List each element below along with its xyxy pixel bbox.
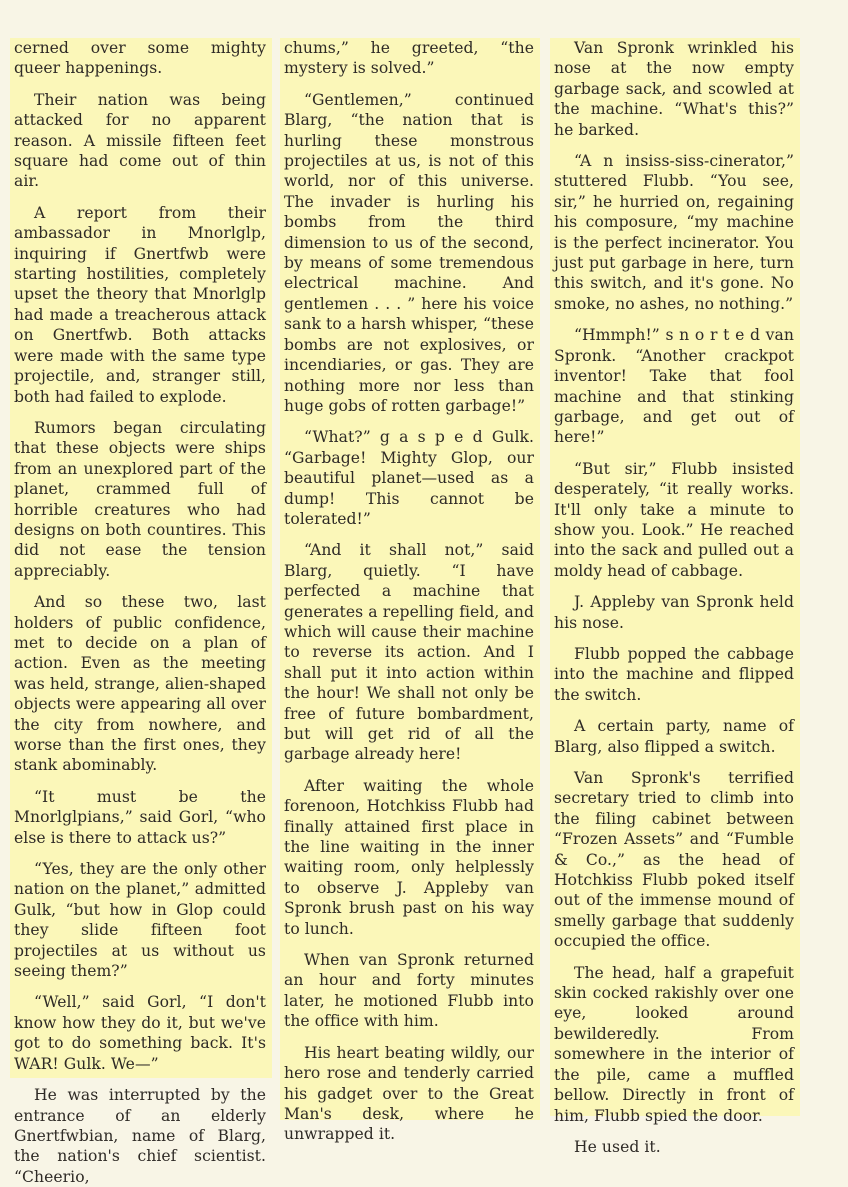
paragraph: He was interrupted by the entrance of an elderly Gnertfwbian, name of Blarg, the nation's chief scientist. “Cheerio, [14, 1086, 266, 1186]
paragraph: Van Spronk's terrified secretary tried to climb into the filing cabinet between “Frozen Assets” and “Fumble & Co.,” as the head of Hotchkiss Flubb poked itself out of the immense mound of smelly garbage that suddenly occupied the office. [554, 769, 794, 951]
paragraph: The head, half a grapefuit skin cocked rakishly over one eye, looked around bewilderedly. From somewhere in the interior of the pile, came a muffled bellow. Directly in front of him, Flubb spied the door. [554, 963, 794, 1125]
paragraph: And so these two, last holders of public confidence, met to decide on a plan of action. Even as the meeting was held, strange, alien-shaped objects were appearing all over the city from nowhere, and worse than the first ones, they stank abominably. [14, 593, 266, 775]
paragraph: “And it shall not,” said Blarg, quietly. “I have perfected a machine that generates a repelling field, and which will cause their machine to reverse its action. And I shall put it into action within the hour! We shall not only be free of future bombardment, but will get rid of all the garbage already here! [284, 541, 534, 764]
paragraph: “But sir,” Flubb insisted desperately, “it really works. It'll only take a minute to show you. Look.” He reached into the sack and pulled out a moldy head of cabbage. [554, 459, 794, 580]
paragraph: His heart beating wildly, our hero rose and tenderly carried his gadget over to the Great Man's desk, where he unwrapped it. [284, 1043, 534, 1144]
text-column-1 [10, 38, 272, 1186]
paragraph: “What?” g a s p e d Gulk. “Garbage! Mighty Glop, our beautiful planet—used as a dump! This cannot be tolerated!” [284, 428, 534, 528]
paragraph: “It must be the Mnorlglpians,” said Gorl, “who else is there to attack us?” [14, 787, 266, 847]
paragraph: “Gentlemen,” continued Blarg, “the nation that is hurling these monstrous projectiles at us, is not of this world, nor of this universe. The invader is hurling his bombs from the third dimension to us of the second, by means of some tremendous electrical machine. And gentlemen . . . ” here his voice sank to a harsh whisper, “these bombs are not explosives, or incendiaries, or gas. They are nothing more nor less than huge gobs of rotten garbage!” [284, 90, 534, 415]
paragraph: When van Spronk returned an hour and forty minutes later, he motioned Flubb into the office with him. [284, 951, 534, 1031]
paragraph: cerned over some mighty queer happenings. [14, 39, 266, 78]
text-column-2 [280, 38, 540, 1144]
paragraph: Rumors began circulating that these objects were ships from an unexplored part of the planet, crammed full of horrible creatures who had designs on both countires. This did not ease the tension appreciably. [14, 418, 266, 580]
paragraph: “Hmmph!” s n o r t e d van Spronk. “Another crackpot inventor! Take that fool machine and that stinking garbage, and get out of here!” [554, 326, 794, 447]
paragraph: chums,” he greeted, “the mystery is solved.” [284, 39, 534, 78]
paragraph: Flubb popped the cabbage into the machine and flipped the switch. [554, 644, 794, 704]
paragraph: He used it. [574, 1137, 661, 1156]
paragraph: A report from their ambassador in Mnorlglp, inquiring if Gnertfwb were starting hostilities, completely upset the theory that Mnorlglp had made a treacherous attack on Gnertfwb. Both attacks were made with the same type projectile, and, stranger still, both had failed to explode. [14, 203, 266, 406]
paragraph: “A n insiss-siss-cinerator,” stuttered Flubb. “You see, sir,” he hurried on, regaining his composure, “my machine is the perfect incinerator. You just put garbage in here, turn this switch, and it's gone. No smoke, no ashes, no nothing.” [554, 152, 794, 313]
paragraph: A certain party, name of Blarg, also flipped a switch. [554, 717, 794, 756]
paragraph: “Yes, they are the only other nation on the planet,” admitted Gulk, “but how in Glop could they slide fifteen foot projectiles at us without us seeing them?” [14, 860, 266, 981]
paragraph: “Well,” said Gorl, “I don't know how they do it, but we've got to do something back. It's WAR! Gulk. We—” [14, 993, 266, 1073]
paragraph: Van Spronk wrinkled his nose at the now empty garbage sack, and scowled at the machine. “What's this?” he barked. [554, 39, 794, 139]
paragraph: After waiting the whole forenoon, Hotchkiss Flubb had finally attained first place in the line waiting in the inner waiting room, only helplessly to observe J. Appleby van Spronk brush past on his way to lunch. [284, 776, 534, 938]
text-column-3 [550, 38, 800, 1156]
paragraph: J. Appleby van Spronk held his nose. [554, 593, 794, 632]
paragraph: Their nation was being attacked for no apparent reason. A missile fifteen feet square had come out of thin air. [14, 90, 266, 191]
